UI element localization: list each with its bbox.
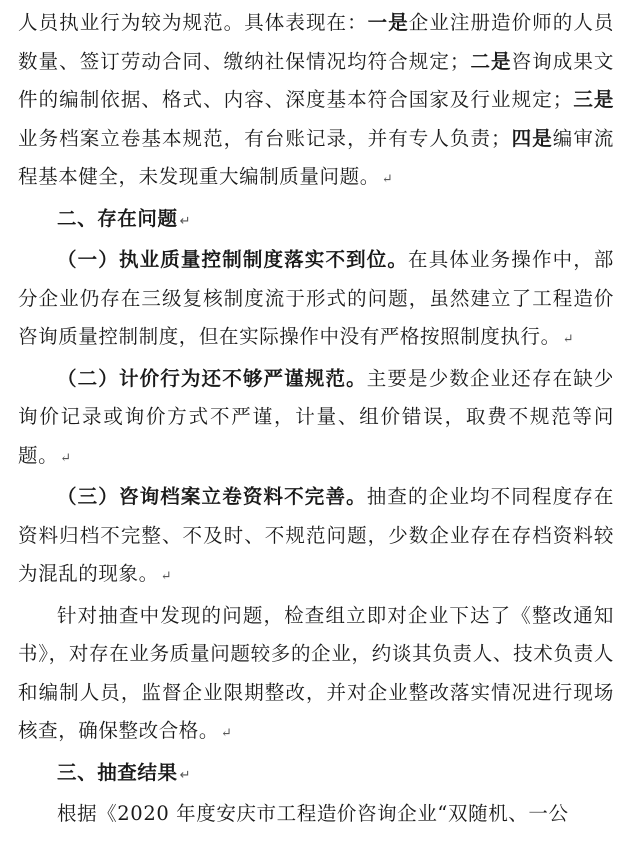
paragraph-rectification	[18, 597, 614, 754]
heading-text: 二、存在问题	[57, 206, 178, 230]
heading-text: 三、抽查结果	[57, 760, 178, 784]
paragraph-mark-icon: ↵	[179, 767, 192, 783]
paragraph-results-start	[18, 795, 614, 834]
problem-one-lead: （一）执业质量控制制度落实不到位。	[57, 248, 409, 271]
point-two-text: 咨询成果文件的编制依据、格式、内容、深度基本符合国家及行业规定；	[18, 49, 614, 111]
paragraph-mark-icon: ↵	[60, 450, 72, 466]
paragraph-problem-two	[18, 360, 614, 479]
paragraph-mark-icon: ↵	[179, 213, 192, 229]
paragraph-mark-icon: ↵	[160, 569, 173, 584]
paragraph-compliance-summary	[18, 4, 614, 200]
results-text: 根据《2020 年度安庆市工程造价咨询企业“双随机、一公	[57, 802, 569, 825]
section-heading-problems	[18, 200, 614, 242]
problem-two-lead: （二）计价行为还不够严谨规范。	[57, 366, 367, 390]
paragraph-text: 人员执业行为较为规范。具体表现在：	[18, 11, 368, 34]
section-heading-results	[18, 754, 614, 796]
paragraph-mark-icon: ↵	[562, 332, 575, 347]
bold-point-one: 一是	[367, 11, 409, 34]
bold-point-four: 四是	[511, 126, 553, 150]
point-four-text: 编审流程基本健全，未发现重大编制质量问题。	[18, 126, 614, 188]
paragraph-mark-icon: ↵	[221, 726, 233, 741]
paragraph-problem-three	[18, 478, 614, 597]
paragraph-problem-one	[18, 241, 614, 360]
bold-point-three: 三是	[572, 88, 614, 111]
bold-point-two: 二是	[470, 49, 512, 73]
problem-three-lead: （三）咨询档案立卷资料不完善。	[57, 485, 367, 508]
point-three-text: 业务档案立卷基本规范，有台账记录，并有专人负责；	[18, 126, 512, 150]
problem-three-text: 抽查的企业均不同程度存在资料归档不完整、不及时、不规范问题，少数企业存在存档资料较为混乱的现象。	[18, 485, 614, 585]
problem-two-text: 主要是少数企业还存在缺少询价记录或询价方式不严谨，计量、组价错误，取费不规范等问题。	[18, 366, 614, 467]
point-one-text: 企业注册造价师的人员数量、签订劳动合同、缴纳社保情况均符合规定；	[18, 11, 614, 73]
problem-one-text: 在具体业务操作中，部分企业仍存在三级复核制度流于形式的问题，虽然建立了工程造价咨询质量控制制度，但在实际操作中没有严格按照制度执行。	[18, 248, 614, 348]
rectification-text: 针对抽查中发现的问题，检查组立即对企业下达了《整改通知书》，对存在业务质量问题较多的企业，约谈其负责人、技术负责人和编制人员，监督企业限期整改，并对企业整改落实情况进行现场核查，确保整改合格。	[18, 603, 614, 742]
paragraph-mark-icon: ↵	[381, 172, 394, 187]
